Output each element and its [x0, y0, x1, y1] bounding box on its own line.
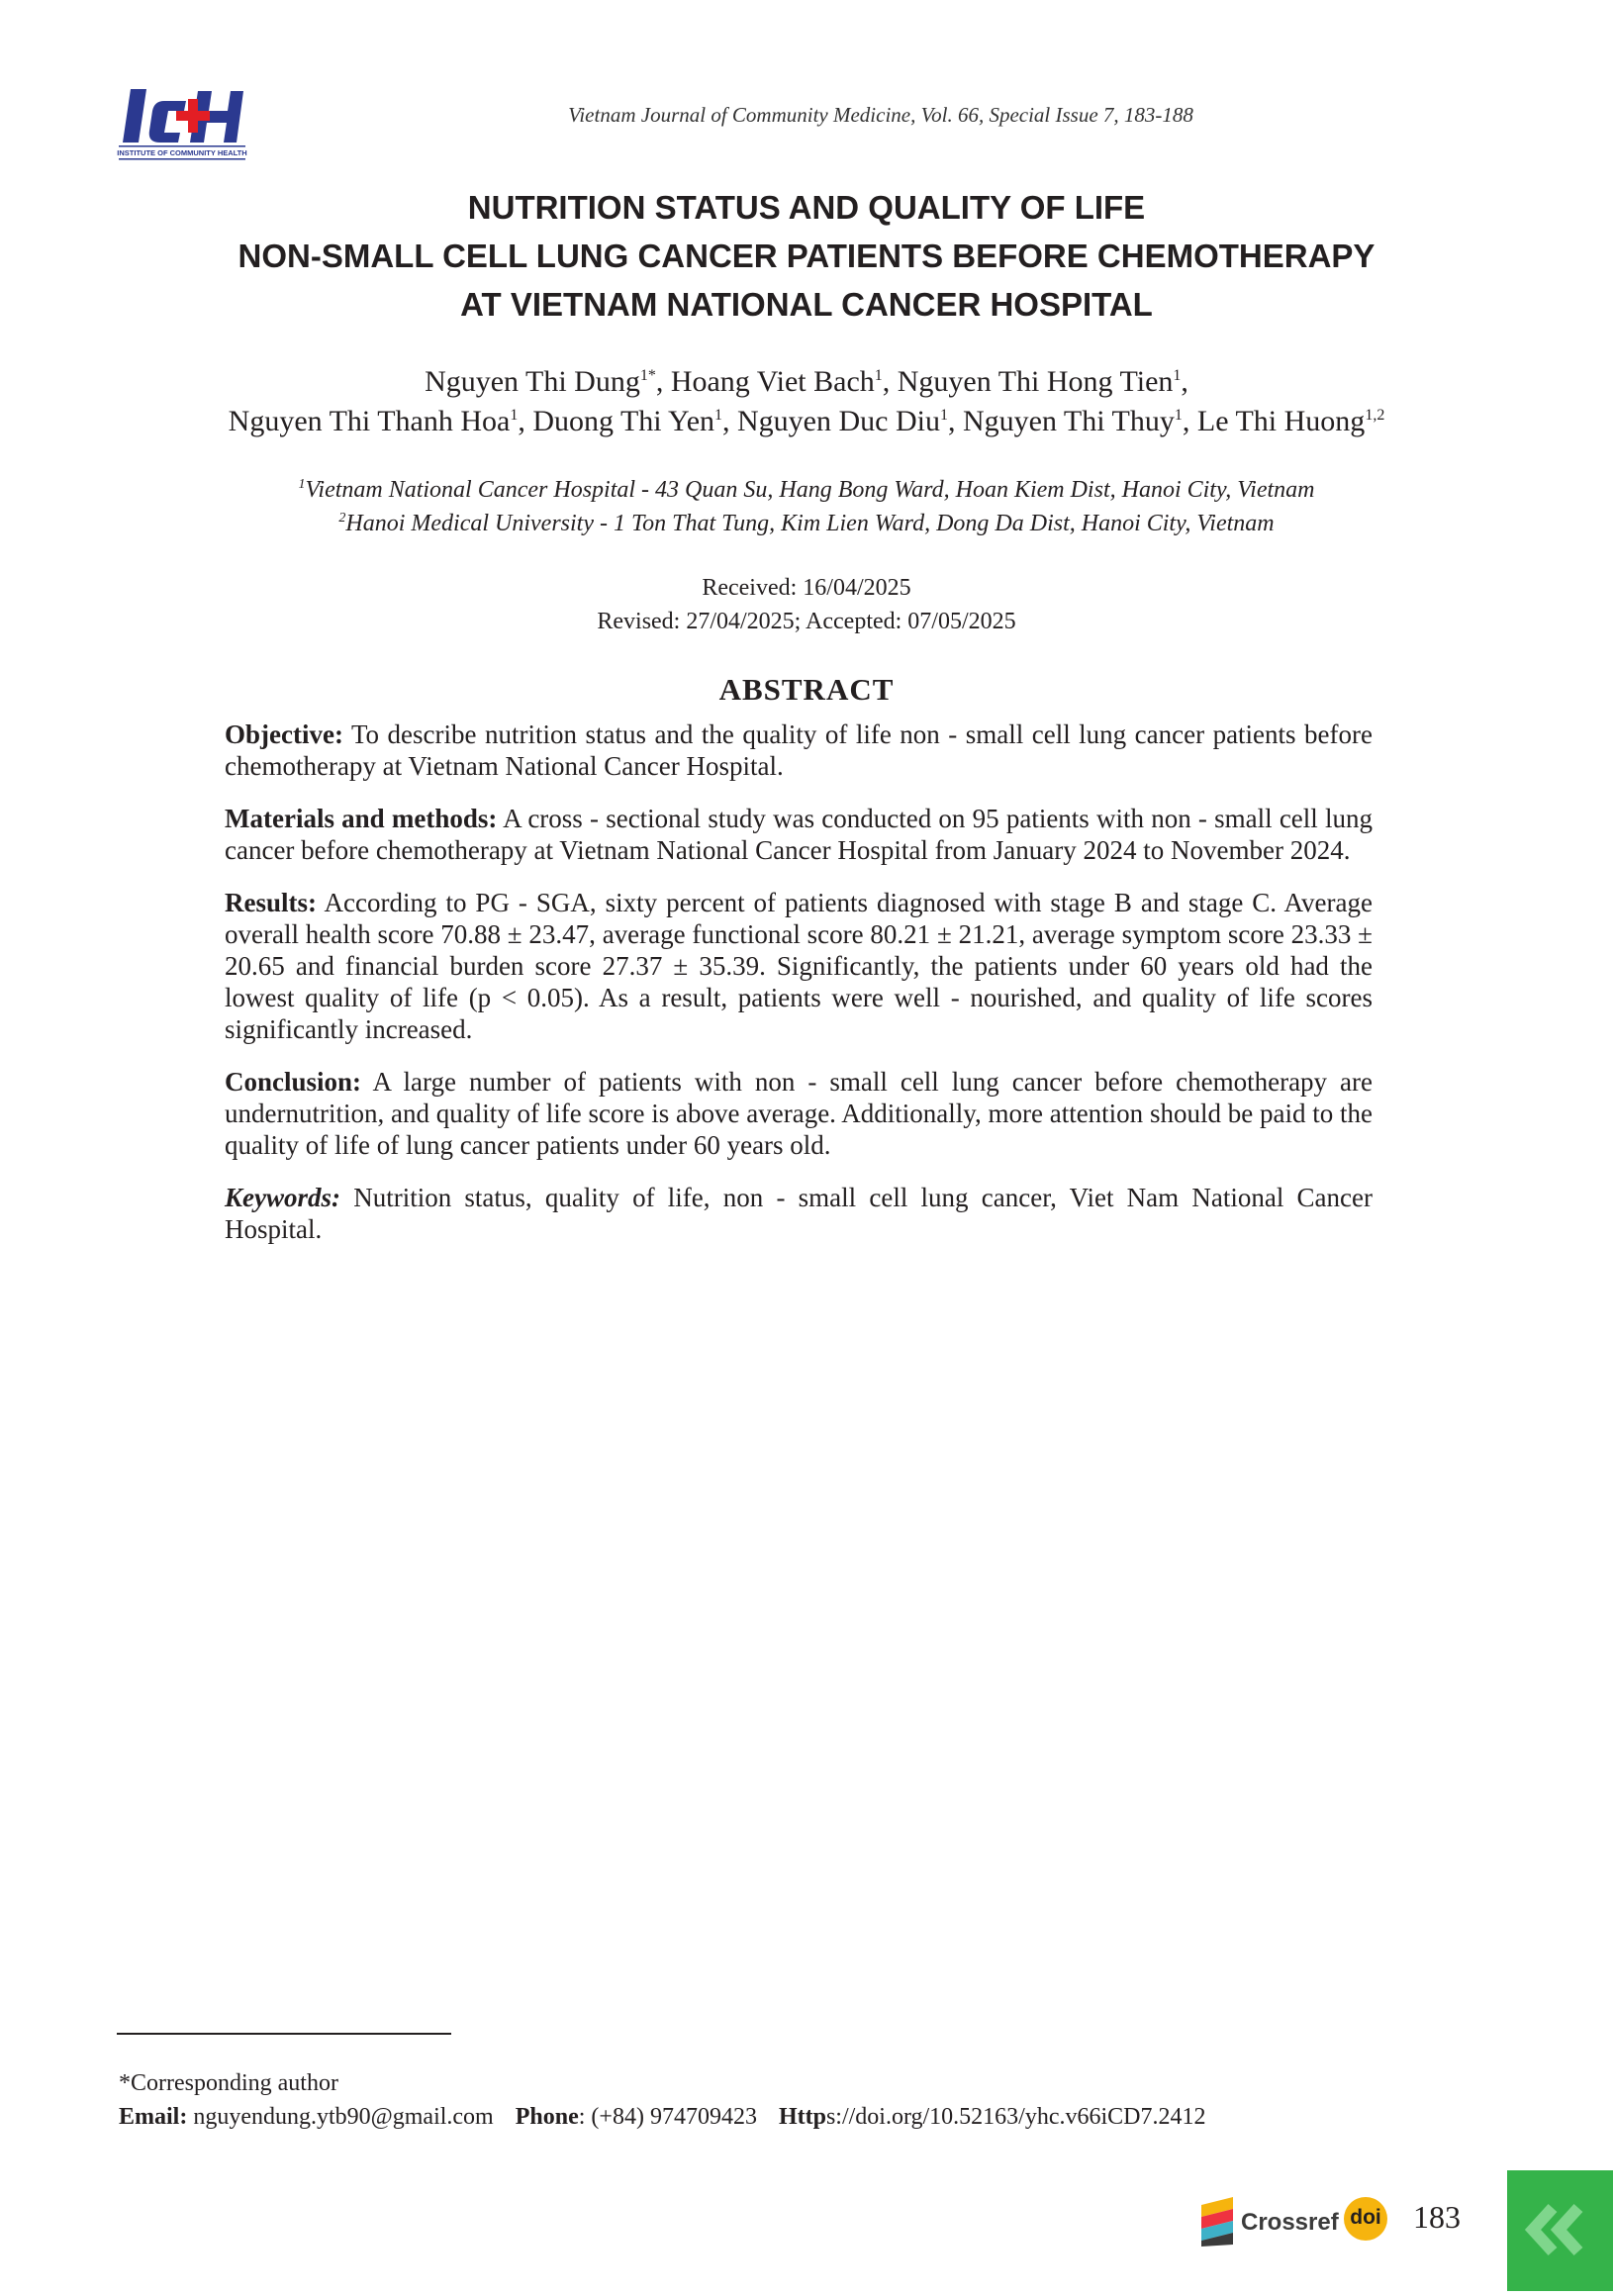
affiliation-mark: 2 [338, 511, 346, 526]
journal-citation: Vietnam Journal of Community Medicine, Vol. 66, Special Issue 7, 183-188 [568, 103, 1193, 127]
journal-logo [117, 87, 247, 164]
author-affiliation-mark: 1 [714, 407, 723, 424]
abstract-objective [225, 718, 1373, 782]
author-list: Nguyen Thi Dung$^{1*}$, Hoang Viet Bach$^1$, Nguyen Thi Hong Tien$^1$, Nguyen Thi Thanh Hoa$^1$, Duong Thi Yen$^1$, Nguyen Duc Diu$^1$, Nguyen Thi Thuy$^1$, Le Thi Huong$^{1,2}$ [228, 365, 1385, 437]
page-number: 183 [1413, 2199, 1461, 2235]
footnote [119, 2066, 1524, 2134]
affiliation-text: Vietnam National Cancer Hospital - 43 Quan Su, Hang Bong Ward, Hoan Kiem Dist, Hanoi City, Vietnam [305, 477, 1315, 503]
section-text: A large number of patients with non - small cell lung cancer before chemotherapy are undernutrition, and quality of life score is above average. Additionally, more attention should be paid to the quality of life of lung cancer patients under 60 years old. [225, 1067, 1373, 1160]
logo-subtext: INSTITUTE OF COMMUNITY HEALTH [117, 148, 247, 157]
paper-title [99, 183, 1514, 329]
title-line: NON-SMALL CELL LUNG CANCER PATIENTS BEFORE CHEMOTHERAPY [237, 238, 1376, 274]
author-affiliation-mark: 1 [939, 407, 948, 424]
affiliation-line [119, 473, 1494, 507]
author-affiliation-mark: 1* [639, 367, 656, 384]
section-label: Materials and methods: [225, 804, 498, 833]
affiliation-mark: 1 [298, 477, 306, 492]
section-text: A cross - sectional study was conducted on 95 patients with non - small cell lung cancer before chemotherapy at Vietnam National Cancer Hospital from January 2024 to November 2024. [225, 804, 1373, 865]
title-line: NUTRITION STATUS AND QUALITY OF LIFE [467, 189, 1146, 226]
doi-label: Http [778, 2104, 826, 2130]
publication-dates [297, 571, 1316, 638]
section-label: Objective: [225, 719, 343, 749]
author-affiliation-mark: 1 [874, 367, 883, 384]
author-name: Nguyen Thi Dung [425, 365, 640, 398]
footnote-divider [117, 2033, 451, 2035]
phone-value: : (+84) 974709423 [578, 2104, 757, 2130]
corresponding-author-note: *Corresponding author [119, 2070, 338, 2096]
doi-icon: doi [1344, 2197, 1387, 2241]
author-name: Nguyen Thi Thuy [962, 405, 1175, 437]
title-line: AT VIETNAM NATIONAL CANCER HOSPITAL [460, 286, 1153, 323]
phone-label: Phone [515, 2104, 579, 2130]
author-affiliation-mark: 1 [1174, 407, 1183, 424]
abstract-results [225, 887, 1373, 1045]
affiliation-line [119, 507, 1494, 540]
section-text: Nutrition status, quality of life, non - small cell lung cancer, Viet Nam National Cancer Hospital. [225, 1183, 1373, 1244]
email-label: Email: [119, 2104, 188, 2130]
author-affiliation-mark: 1 [510, 407, 519, 424]
abstract-keywords [225, 1182, 1373, 1245]
author-affiliation-mark: 1,2 [1365, 407, 1385, 424]
section-label: Results: [225, 888, 317, 917]
crossref-icon [1199, 2197, 1235, 2247]
author-affiliation-mark: 1 [1173, 367, 1182, 384]
contact-line [119, 2100, 1524, 2134]
section-text: According to PG - SGA, sixty percent of patients diagnosed with stage B and stage C. Average overall health score 70.88 ± 23.47, average functional score 80.21 ± 21.21, average symptom score 23.33 ± 20.65 and financial burden score 27.37 ± 35.39. Significantly, the patients under 60 years old had the lowest quality of life (p < 0.05). As a result, patients were well - nourished, and quality of life scores significantly increased. [225, 888, 1373, 1044]
affiliation-text: Hanoi Medical University - 1 Ton That Tung, Kim Lien Ward, Dong Da Dist, Hanoi City, Vietnam [345, 511, 1275, 536]
abstract-heading: ABSTRACT [718, 672, 895, 707]
section-text: To describe nutrition status and the quality of life non - small cell lung cancer patients before chemotherapy at Vietnam National Cancer Hospital. [225, 719, 1373, 781]
crossref-doi-badge[interactable] [1199, 2195, 1387, 2248]
email-link[interactable]: nguyendung.ytb90@gmail.com [193, 2104, 494, 2130]
double-chevron-left-icon [1507, 2170, 1613, 2291]
affiliations [119, 473, 1494, 540]
section-label: Conclusion: [225, 1067, 362, 1097]
author-name: Duong Thi Yen [532, 405, 715, 437]
received-date: Received: 16/04/2025 [702, 575, 911, 601]
doi-link[interactable]: s://doi.org/10.52163/yhc.v66iCD7.2412 [825, 2104, 1206, 2130]
crossref-label: Crossref [1241, 2209, 1339, 2236]
section-label: Keywords: [225, 1183, 340, 1212]
abstract-methods [225, 803, 1373, 866]
author-name: Hoang Viet Bach [670, 365, 875, 398]
author-name: Le Thi Huong [1196, 405, 1366, 437]
page-corner-tab [1507, 2170, 1613, 2291]
revised-accepted-date: Revised: 27/04/2025; Accepted: 07/05/2025 [597, 609, 1016, 634]
author-name: Nguyen Thi Thanh Hoa [228, 405, 511, 437]
abstract-body [225, 718, 1373, 1266]
abstract-conclusion [225, 1066, 1373, 1161]
author-name: Nguyen Thi Hong Tien [897, 365, 1174, 398]
author-name: Nguyen Duc Diu [737, 405, 940, 437]
